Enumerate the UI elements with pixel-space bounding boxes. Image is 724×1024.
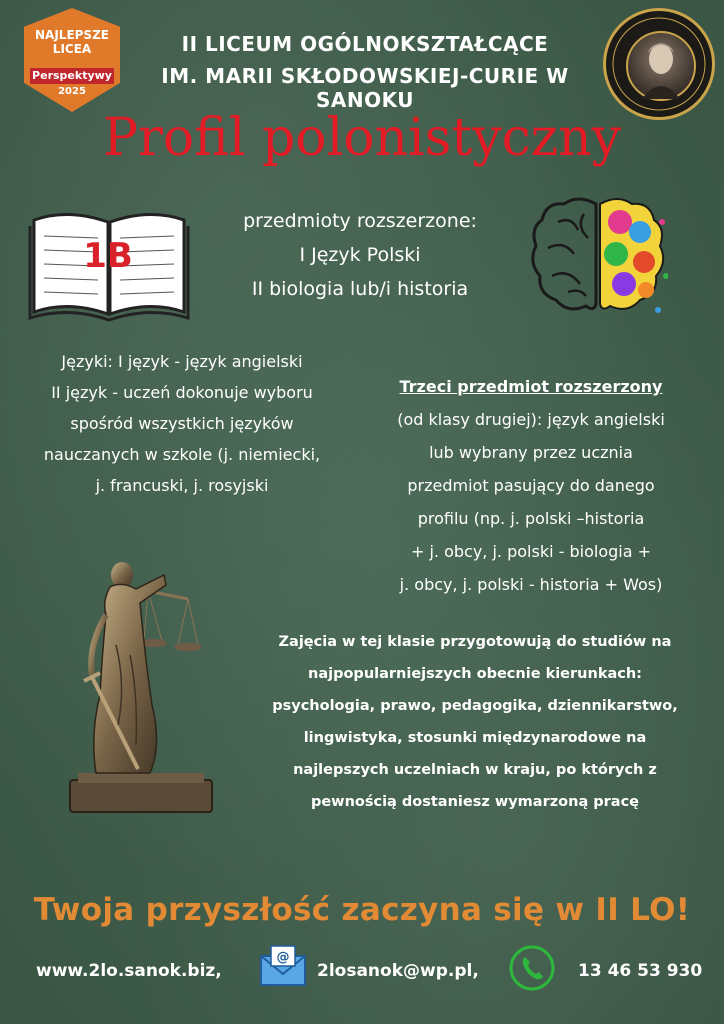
third-subject-line-1: (od klasy drugiej): język angielski	[397, 410, 665, 429]
open-book-icon	[28, 206, 190, 322]
rankings-badge	[24, 8, 124, 118]
subject-item-1: I Język Polski	[299, 244, 421, 266]
studies-line-1: Zajęcia w tej klasie przygotowują do studiów na	[278, 634, 672, 650]
subjects-heading: przedmioty rozszerzone:	[243, 210, 477, 232]
subject-item-2: II biologia lub/i historia	[251, 278, 469, 300]
languages-line-5: j. francuski, j. rosyjski	[95, 476, 269, 495]
statue-drawing	[66, 545, 216, 820]
badge-ribbon: Perspektywy	[30, 68, 114, 84]
third-subject-line-4: profilu (np. j. polski –historia	[417, 509, 645, 528]
profile-title: Profil polonistyczny	[103, 108, 621, 168]
mail-drawing	[258, 944, 308, 988]
phone-icon	[508, 944, 556, 992]
portrait-icon	[626, 31, 696, 101]
third-subject-line-3: przedmiot pasujący do danego	[407, 476, 655, 495]
school-seal	[603, 8, 715, 120]
studies-line-4: lingwistyka, stosunki międzynarodowe na	[303, 730, 647, 746]
class-label: 1B	[83, 236, 133, 276]
studies-line-5: najlepszych uczelniach w kraju, po których z	[293, 762, 657, 778]
badge-title	[24, 28, 120, 56]
badge-year: 2025	[58, 86, 86, 97]
languages-info	[0, 346, 364, 501]
third-subject-line-6: j. obcy, j. polski - historia + Wos)	[399, 575, 663, 594]
svg-text:@: @	[276, 950, 290, 965]
languages-line-4: nauczanych w szkole (j. niemiecki,	[43, 445, 321, 464]
phone-drawing	[508, 944, 556, 992]
languages-line-1: Języki: I język - język angielski	[61, 352, 303, 371]
school-name-line2: IM. MARII SKŁODOWSKIEJ-CURIE W SANOKU	[161, 64, 569, 112]
website-link[interactable]: www.2lo.sanok.biz,	[36, 961, 222, 981]
extended-subjects	[190, 204, 530, 306]
languages-line-2: II język - uczeń dokonuje wyboru	[51, 383, 313, 402]
third-subject-line-2: lub wybrany przez ucznia	[429, 443, 633, 462]
studies-line-6: pewnością dostaniesz wymarzoną pracę	[310, 794, 640, 810]
third-subject-info	[346, 370, 716, 601]
slogan: Twoja przyszłość zaczyna się w II LO!	[33, 892, 691, 928]
mail-icon	[258, 944, 308, 988]
languages-line-3: spośród wszystkich języków	[70, 414, 294, 433]
brain-drawing	[528, 192, 668, 322]
phone-number[interactable]: 13 46 53 930	[578, 961, 703, 981]
third-subject-line-5: + j. obcy, j. polski - biologia +	[410, 542, 651, 561]
badge-line1: NAJLEPSZE	[35, 28, 109, 42]
studies-line-2: najpopularniejszych obecnie kierunkach:	[308, 666, 642, 682]
brain-icon	[528, 192, 668, 322]
third-subject-heading: Trzeci przedmiot rozszerzony	[399, 377, 663, 396]
studies-line-3: psychologia, prawo, pedagogika, dziennikarstwo,	[272, 698, 678, 714]
school-name-line1: II LICEUM OGÓLNOKSZTAŁCĄCE	[181, 32, 549, 56]
studies-info	[240, 626, 710, 818]
portrait-figure	[628, 33, 694, 99]
email-link[interactable]: 2losanok@wp.pl,	[317, 961, 479, 981]
badge-line2: LICEA	[52, 42, 92, 56]
lady-justice-statue	[66, 545, 216, 820]
